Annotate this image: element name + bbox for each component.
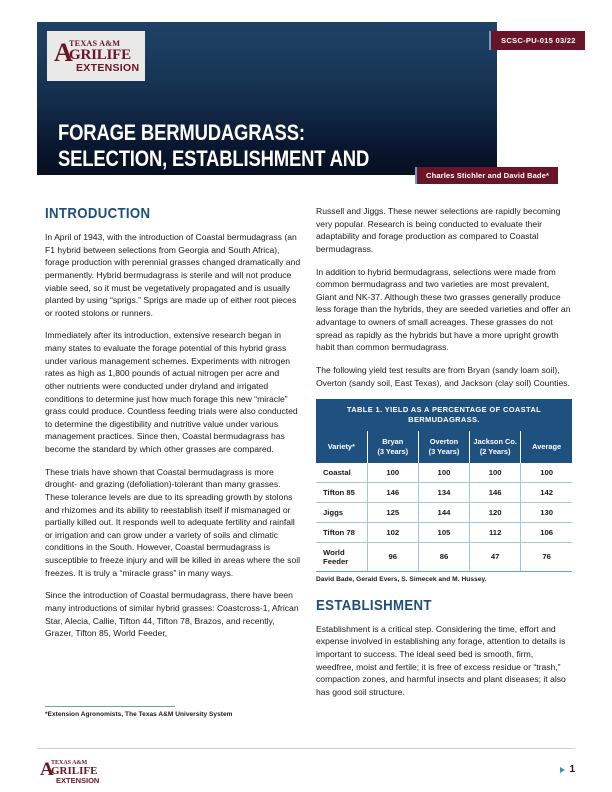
page-title: FORAGE BERMUDAGRASS: SELECTION, ESTABLISHMENT AND MANAGEMENT [58, 120, 370, 198]
paragraph: In April of 1943, with the introduction of Coastal bermudagrass (an F1 hybrid between selections from Georgia and South Africa), forage production with perennial grasses changed dramatically and permanently. Hybrid bermudagrass is sterile and will not produce viable seed, so it must be vegetatively propagated and is usually planted by using “sprigs.” Sprigs are made up of either root pieces or rooted stolons or runners. [45, 232, 301, 318]
cell-jackson: 120 [470, 502, 521, 522]
page-number-group [560, 764, 575, 775]
page-number: 1 [569, 764, 575, 775]
table-row [316, 463, 572, 483]
footer-logo-agrilife-text: GRILIFE [51, 765, 98, 777]
cell-average: 106 [521, 522, 572, 542]
left-column [45, 205, 301, 650]
cell-overton: 134 [418, 482, 469, 502]
cell-variety: Tifton 85 [316, 482, 367, 502]
cell-average: 100 [521, 463, 572, 483]
logo-letter-a: A [54, 38, 73, 67]
table-row [316, 542, 572, 571]
column-header-variety: Variety* [316, 431, 367, 462]
logo-agrilife-text: GRILIFE [69, 47, 131, 63]
publication-number-badge: SCSC-PU-015 03/22 [489, 31, 585, 50]
logo-extension-text: EXTENSION [76, 62, 140, 74]
cell-variety: Jiggs [316, 502, 367, 522]
right-column [316, 205, 572, 708]
paragraph: Since the introduction of Coastal bermudagrass, there have been many introductions of similar hybrid grasses: Coastcross-1, African Star, Alecia, Callie, Tifton 44, Tifton 78, Brazos, and recently, Grazer, Tifton 85, World Feeder, [45, 590, 299, 639]
paragraph: In addition to hybrid bermudagrass, selections were made from common bermudagrass and two varieties are most prevalent, Giant and NK-37. Although these two grasses generally produce less forage than the hybrids, they are seeded varieties and offer an advantage to owners of small acreages. These grasses do not spread as rapidly as the hybrids but have a more upright growth habit than common bermudagrass. [316, 266, 571, 353]
footer-logo-letter-a: A [40, 759, 54, 780]
logo-texas-am-text: TEXAS A&M [69, 39, 121, 48]
yield-table [316, 399, 572, 572]
cell-jackson: 100 [470, 463, 521, 483]
cell-bryan: 146 [367, 482, 418, 502]
column-header-average: Average [521, 431, 572, 462]
cell-overton: 100 [418, 463, 469, 483]
column-header-bryan: Bryan (3 Years) [367, 431, 418, 462]
table-source-note: David Bade, Gerald Evers, S. Simecek and M. Hussey. [316, 575, 487, 583]
yield-table-wrapper [316, 399, 572, 583]
table-row [316, 522, 572, 542]
introduction-heading: INTRODUCTION [45, 205, 151, 222]
cell-average: 142 [521, 482, 572, 502]
cell-bryan: 125 [367, 502, 418, 522]
cell-variety: Coastal [316, 463, 367, 483]
table-body [316, 463, 572, 572]
cell-jackson: 146 [470, 482, 521, 502]
table-header-row [316, 431, 572, 462]
cell-average: 130 [521, 502, 572, 522]
table-title: TABLE 1. YIELD AS A PERCENTAGE OF COASTAL BERMUDAGRASS. [316, 399, 572, 431]
agrilife-extension-logo [47, 31, 145, 81]
paragraph: Immediately after its introduction, extensive research began in many states to evaluate the forage potential of this hybrid grass under various management schemes. Experiments with nitrogen rates as high as 1,800 pounds of actual nitrogen per acre and other nutrients were conducted under dryland and irrigated conditions to determine just how much forage this new “miracle” grass could produce. Countless feeding trials were also conducted to determine the digestibility and nutritive value under various management practices. Since then, Coastal bermudagrass has become the standard by which other grasses are compared. [45, 330, 298, 454]
establishment-heading: ESTABLISHMENT [316, 596, 432, 614]
paragraph: Russell and Jiggs. These newer selections are rapidly becoming very popular. Research is being conducted to evaluate their adaptability and forage production as compared to Coastal bermudagrass. [316, 206, 561, 254]
paragraph: These trials have shown that Coastal bermudagrass is more drought- and grazing (defoliation)-tolerant than many grasses. These tolerance levels are due to its spreading growth by stolons and rhizomes and its ability to reestablish itself if mismanaged or partially killed out. It responds well to adequate fertility and rainfall or irrigation and can grow under a variety of soils and climatic conditions in the South. However, Coastal bermudagrass is susceptible to freeze injury and will be killed in areas where the soil freezes. It is truly a “miracle grass” in many ways. [45, 466, 301, 578]
cell-overton: 105 [418, 522, 469, 542]
paragraph: The following yield test results are from Bryan (sandy loam soil), Overton (sandy soil, East Texas), and Jackson (clay soil) Counties. [316, 364, 570, 388]
triangle-marker-icon [560, 767, 565, 773]
cell-overton: 144 [418, 502, 469, 522]
cell-jackson: 112 [470, 522, 521, 542]
cell-jackson: 47 [470, 542, 521, 571]
cell-variety: Tifton 78 [316, 522, 367, 542]
footer-agrilife-logo [40, 757, 110, 787]
cell-average: 76 [521, 542, 572, 571]
cell-bryan: 96 [367, 542, 418, 571]
footer-logo-extension-text: EXTENSION [56, 776, 100, 785]
paragraph: Establishment is a critical step. Considering the time, effort and expense involved in establishing any forage, attention to details is important to success. The ideal seed bed is smooth, firm, weedfree, moist and fertile; it is free of excess residue or “trash,” compaction zones, and harmful insects and plant diseases; it also has good soil structure. [316, 623, 566, 697]
cell-overton: 86 [418, 542, 469, 571]
column-header-overton: Overton (3 Years) [418, 431, 469, 462]
table-row [316, 482, 572, 502]
footnote-text: *Extension Agronomists, The Texas A&M University System [45, 711, 233, 718]
footer-divider [37, 748, 575, 749]
cell-bryan: 100 [367, 463, 418, 483]
cell-bryan: 102 [367, 522, 418, 542]
table-row [316, 502, 572, 522]
footer-logo-texas-am-text: TEXAS A&M [51, 760, 88, 766]
footnote-divider [45, 706, 175, 707]
cell-variety: World Feeder [316, 542, 367, 571]
column-header-jackson: Jackson Co. (2 Years) [470, 431, 521, 462]
authors-badge: Charles Stichler and David Bade* [415, 167, 558, 184]
